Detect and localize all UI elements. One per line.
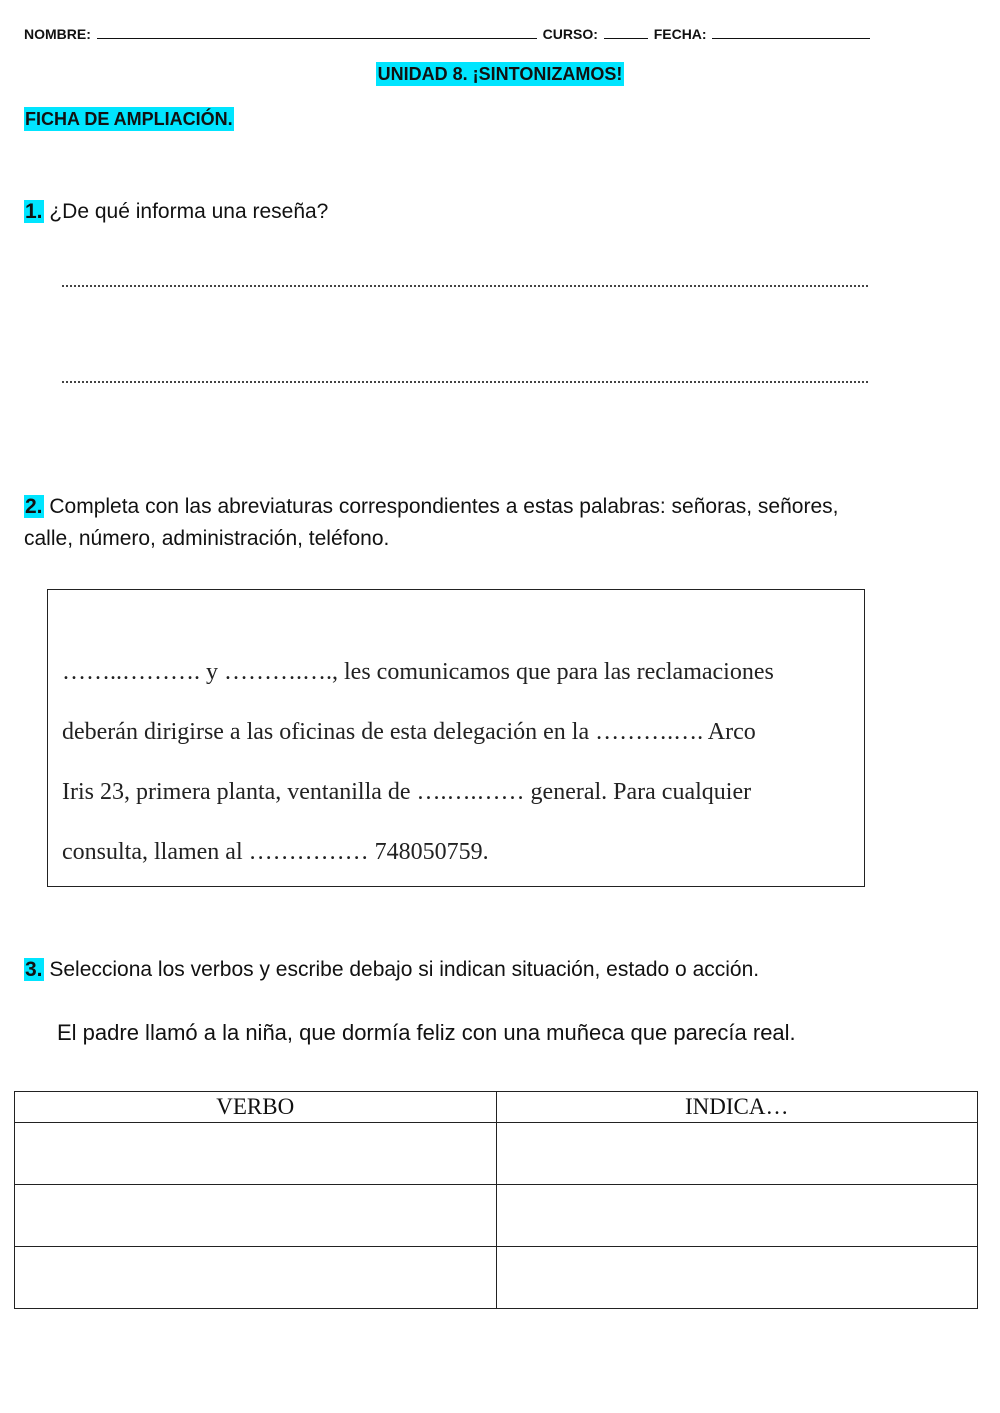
table-row [15, 1247, 978, 1309]
fill-in-line: Iris 23, primera planta, ventanilla de ….….…… general. Para cualquier [62, 779, 752, 805]
student-info-header [24, 24, 872, 42]
question-2-number: 2. [25, 495, 43, 518]
fill-in-line: consulta, llamen al …………… 748050759. [62, 839, 489, 865]
curso-field[interactable] [604, 24, 648, 39]
fill-in-line: ……..………. y ……….…., les comunicamos que para las reclamaciones [62, 659, 774, 685]
question-1-number: 1. [25, 200, 43, 223]
question-3-text: Selecciona los verbos y escribe debajo si indican situación, estado o acción. [49, 958, 760, 981]
answer-line-1[interactable] [62, 285, 868, 287]
nombre-label: NOMBRE: [24, 26, 91, 42]
sheet-title [24, 109, 234, 130]
question-1-text: ¿De qué informa una reseña? [49, 200, 329, 223]
example-sentence: El padre llamó a la niña, que dormía feliz con una muñeca que parecía real. [57, 1020, 796, 1045]
fecha-label: FECHA: [653, 26, 707, 42]
question-2 [24, 491, 984, 555]
indica-column-header: INDICA… [496, 1092, 978, 1123]
indica-cell[interactable] [496, 1185, 978, 1247]
verbo-cell[interactable] [15, 1247, 497, 1309]
verb-table [14, 1091, 978, 1309]
verbo-column-header: VERBO [15, 1092, 497, 1123]
question-2-text-line2: calle, número, administración, teléfono. [24, 527, 390, 550]
unit-title-text: UNIDAD 8. ¡SINTONIZAMOS! [377, 64, 623, 84]
verbo-cell[interactable] [15, 1123, 497, 1185]
sheet-title-text: FICHA DE AMPLIACIÓN. [25, 109, 233, 129]
table-header-row [15, 1092, 978, 1123]
question-3-number: 3. [25, 958, 43, 981]
fill-in-box [47, 589, 865, 887]
fill-in-line: deberán dirigirse a las oficinas de esta delegación en la ……….…. Arco [62, 719, 756, 745]
verbo-cell[interactable] [15, 1185, 497, 1247]
indica-cell[interactable] [496, 1247, 978, 1309]
question-3 [24, 954, 759, 986]
indica-cell[interactable] [496, 1123, 978, 1185]
fecha-field[interactable] [712, 24, 870, 39]
fill-in-text [62, 642, 862, 882]
curso-label: CURSO: [542, 26, 598, 42]
question-1 [24, 196, 328, 228]
question-2-text-line1: Completa con las abreviaturas correspondientes a estas palabras: señoras, señores, [49, 495, 839, 518]
table-row [15, 1185, 978, 1247]
answer-line-2[interactable] [62, 381, 868, 383]
nombre-field[interactable] [97, 24, 537, 39]
table-row [15, 1123, 978, 1185]
unit-title [0, 64, 1000, 85]
